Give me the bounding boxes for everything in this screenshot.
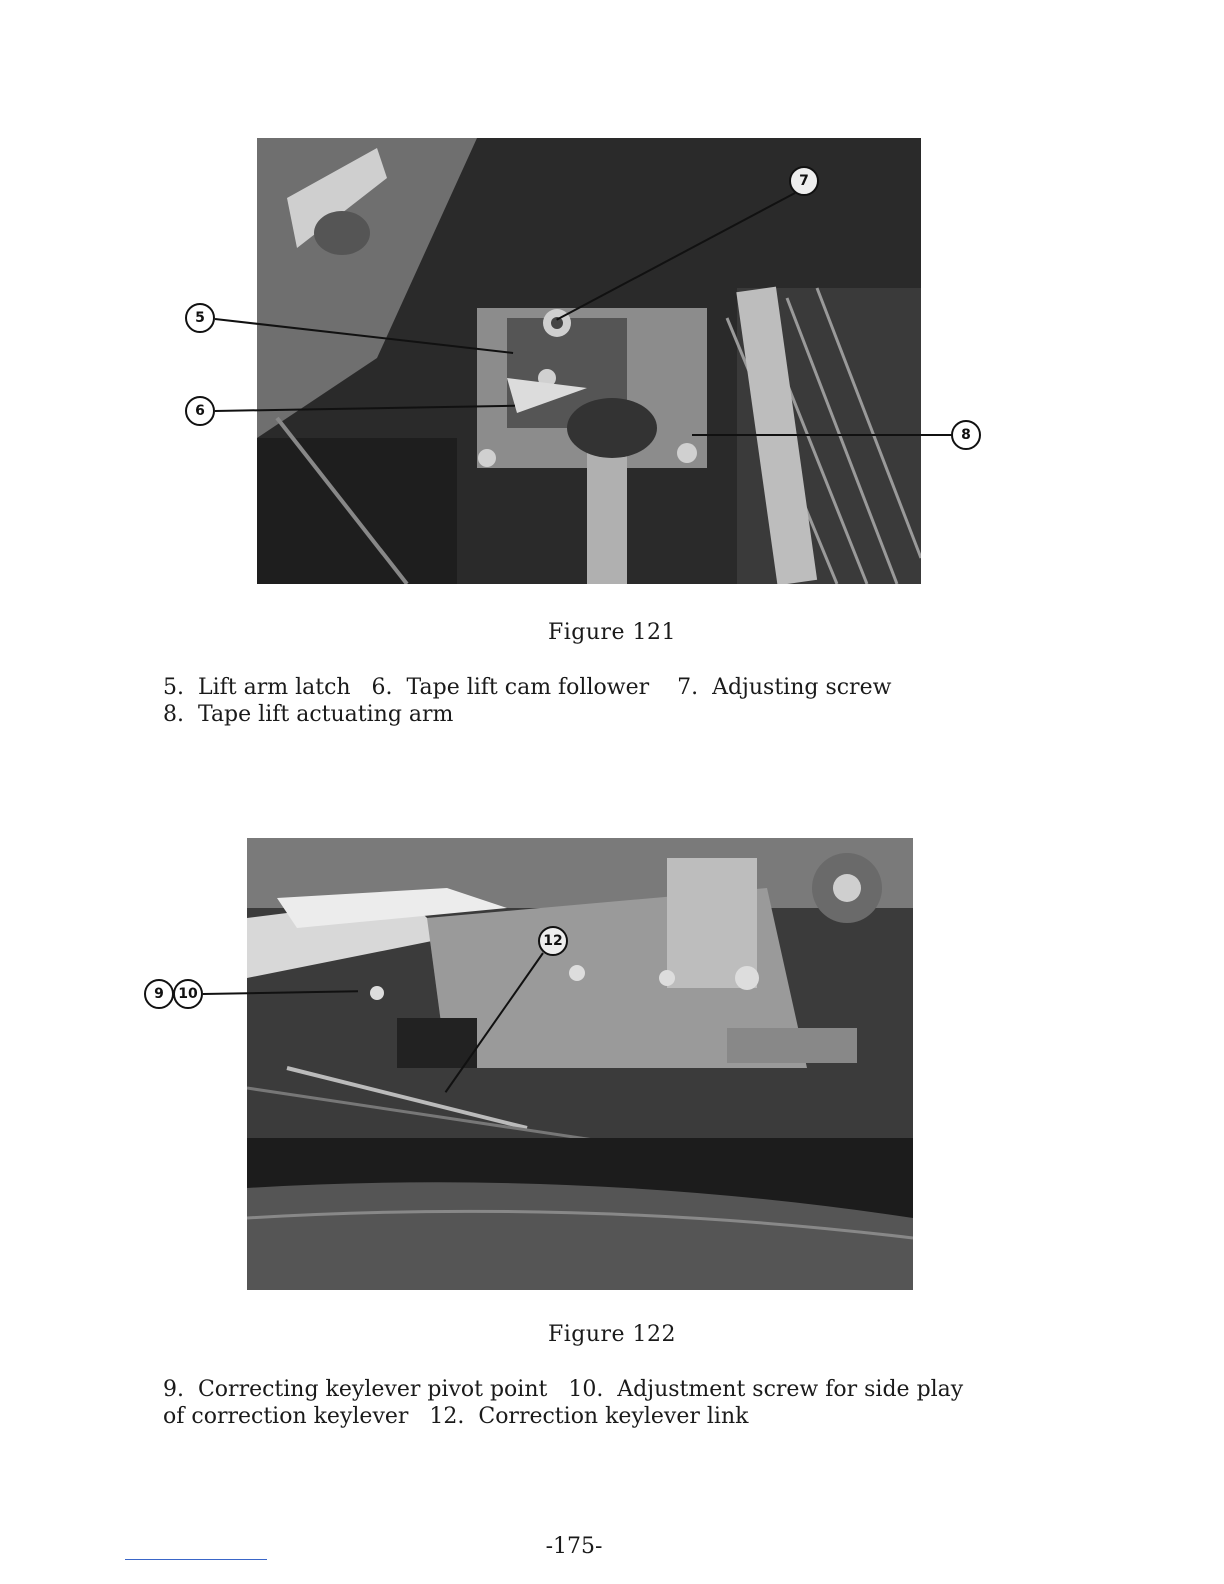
page-number: -175-: [545, 1534, 603, 1559]
leader-line-8: [692, 434, 952, 436]
callout-6: 6: [185, 396, 215, 426]
callout-8: 8: [951, 420, 981, 450]
callout-5: 5: [185, 303, 215, 333]
figure-122-photo: [247, 838, 913, 1290]
callout-10: 10: [173, 979, 203, 1009]
typewriter-mechanism-illustration: [257, 138, 921, 584]
figure-122-caption: Figure 122: [547, 1322, 677, 1347]
footer-rule: [125, 1559, 267, 1560]
figure-122-legend-line-1: 9. Correcting keylever pivot point 10. Adjustment screw for side play: [163, 1377, 964, 1402]
figure-121-photo: [257, 138, 921, 584]
callout-7: 7: [789, 166, 819, 196]
figure-121-legend-line-1: 5. Lift arm latch 6. Tape lift cam follower 7. Adjusting screw: [163, 675, 892, 700]
figure-121-caption: Figure 121: [547, 620, 677, 645]
correction-keylever-illustration: [247, 838, 913, 1290]
callout-12: 12: [538, 926, 568, 956]
figure-121-legend-line-2: 8. Tape lift actuating arm: [163, 702, 454, 727]
callout-9: 9: [144, 979, 174, 1009]
figure-122-legend-line-2: of correction keylever 12. Correction keylever link: [163, 1404, 749, 1429]
